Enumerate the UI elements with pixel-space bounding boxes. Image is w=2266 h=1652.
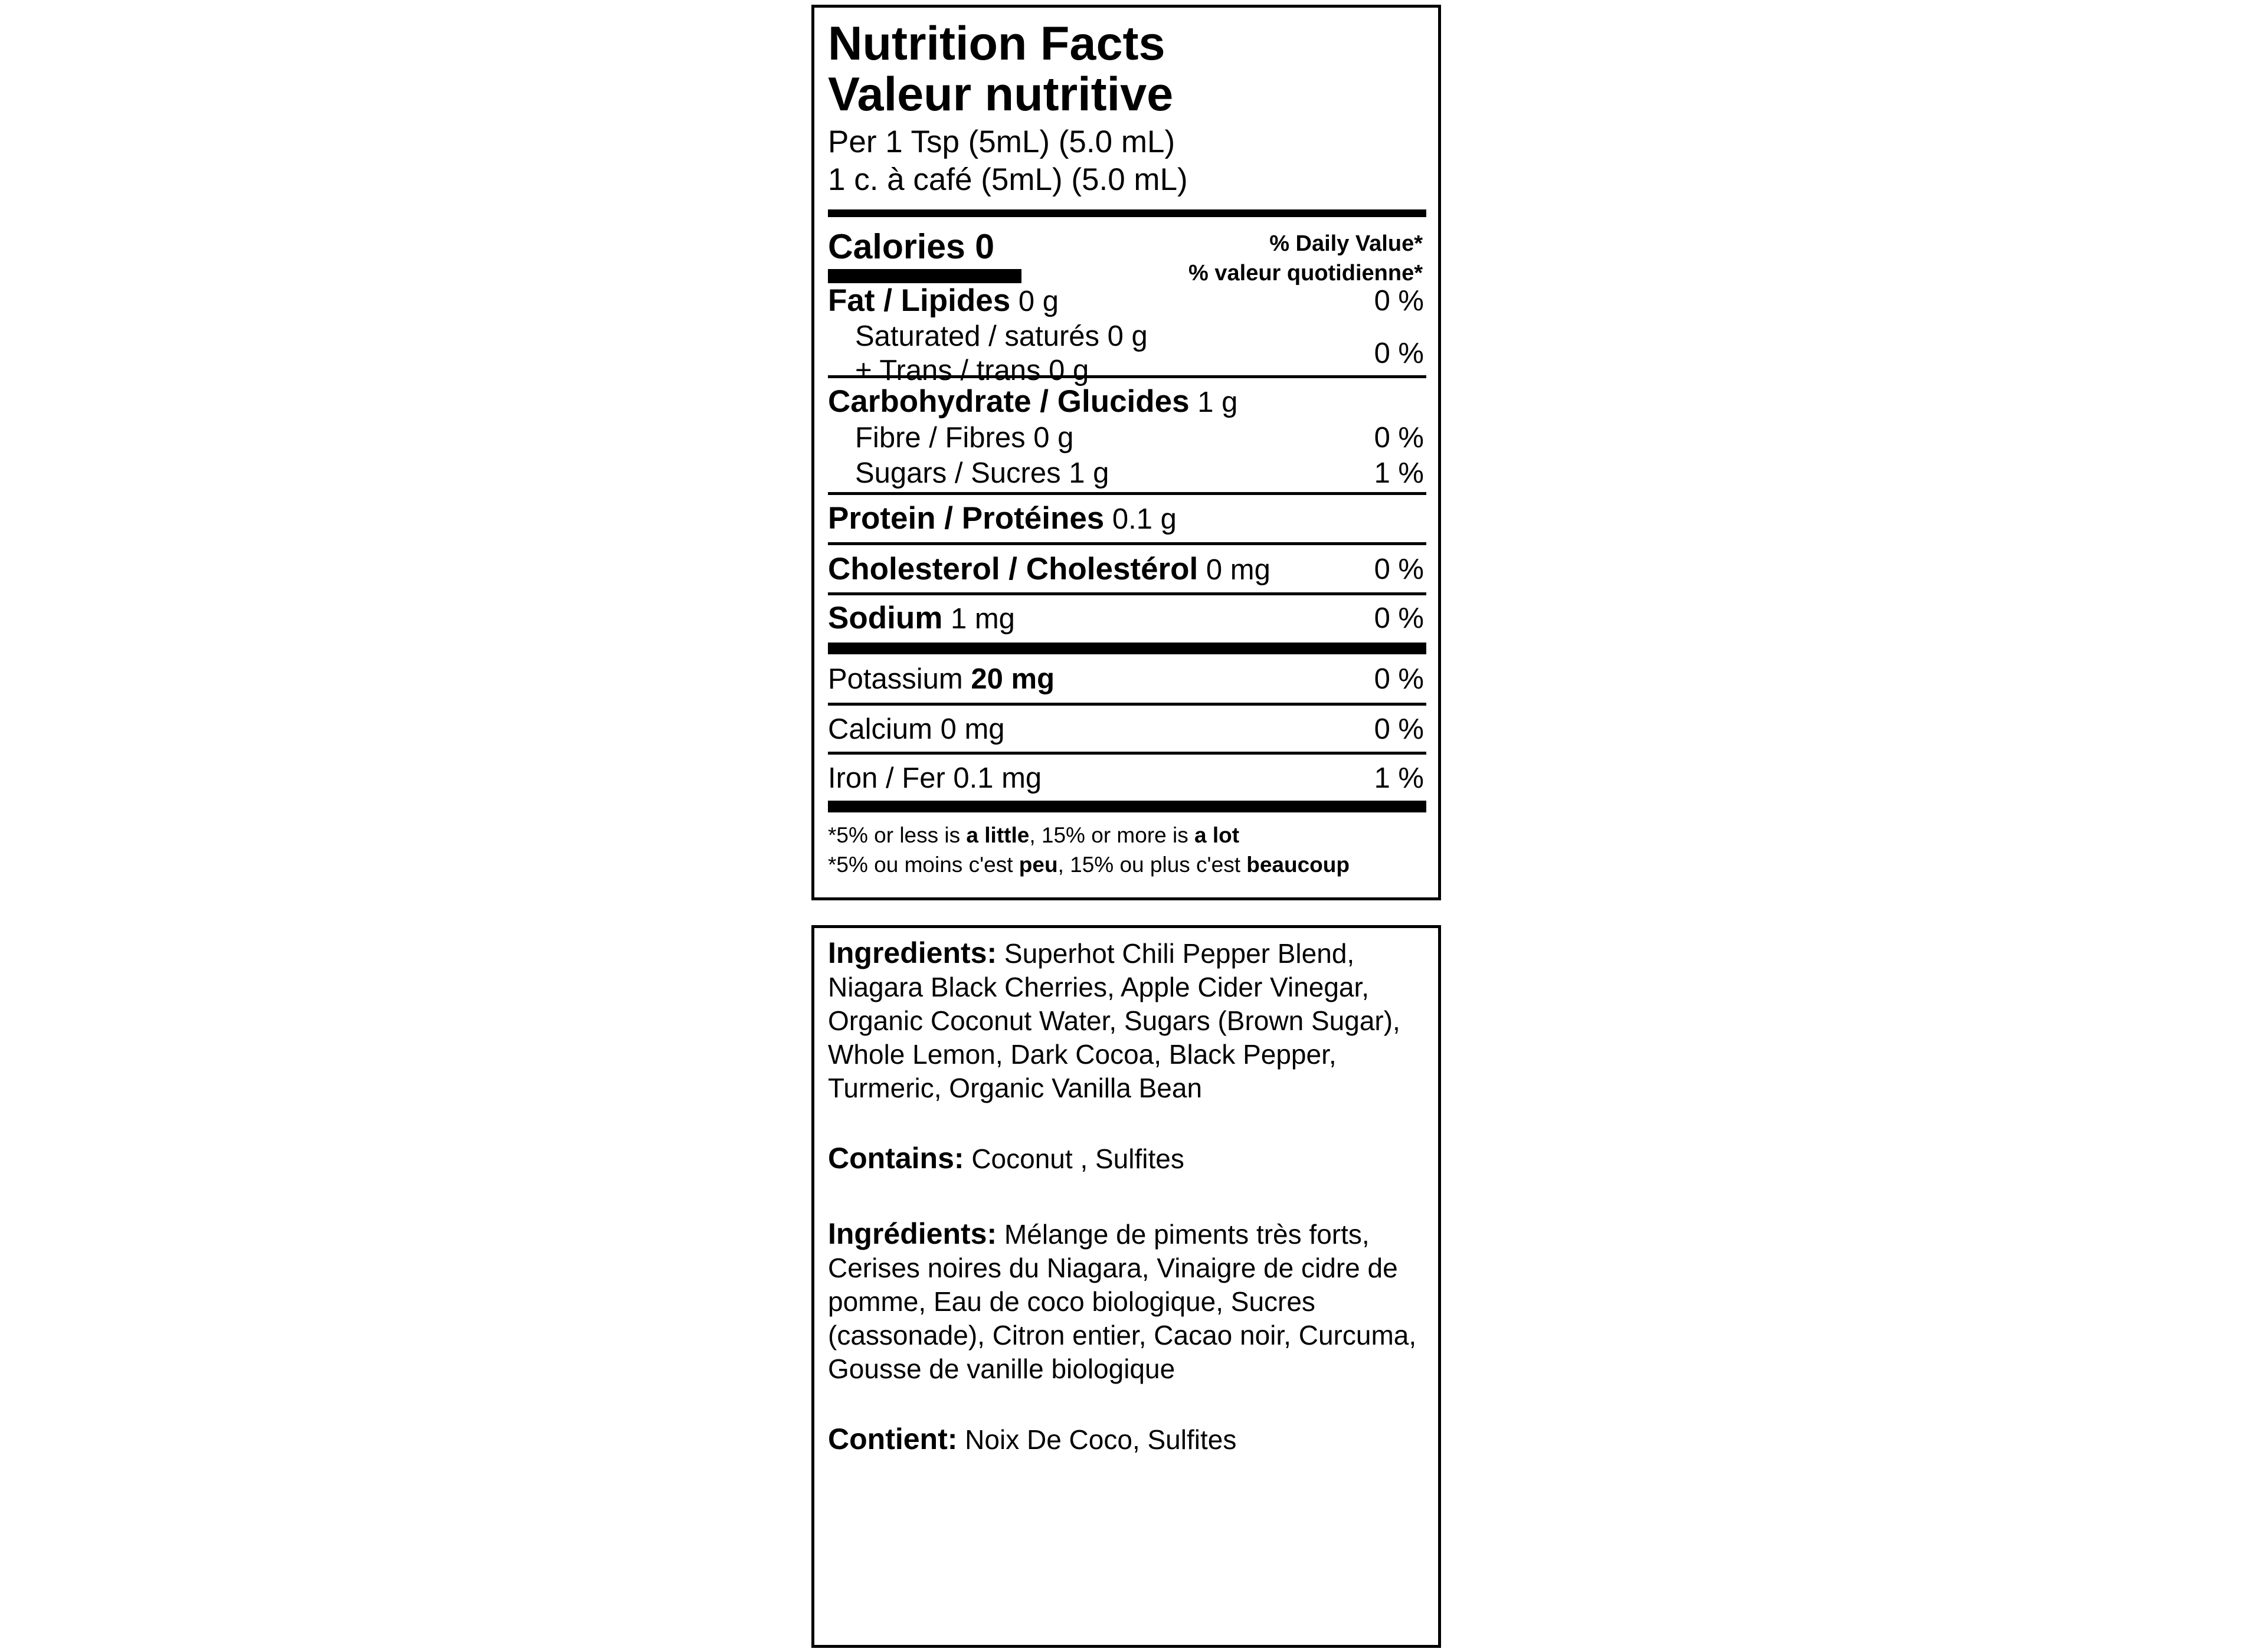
- footnote-english-little: a little: [966, 823, 1030, 847]
- cholesterol-label: Cholesterol / Cholestérol: [828, 552, 1199, 586]
- fat-label: Fat / Lipides: [828, 283, 1011, 318]
- saturated-trans-row: [828, 319, 1426, 388]
- contains-english: [828, 1142, 1426, 1176]
- iron-label: Iron / Fer 0.1 mg: [828, 762, 1042, 794]
- sodium-percent: 0 %: [1374, 602, 1424, 634]
- sodium-row: [828, 595, 1426, 643]
- potassium-amount: 20 mg: [971, 663, 1055, 695]
- footnote: [828, 812, 1426, 880]
- sodium-label: Sodium: [828, 601, 943, 635]
- contains-english-text: Coconut , Sulfites: [964, 1143, 1184, 1174]
- iron-row: [828, 755, 1426, 801]
- calcium-percent: 0 %: [1374, 713, 1424, 745]
- potassium-label-group: [828, 654, 1055, 704]
- ingredients-english: [828, 936, 1426, 1105]
- footnote-english: [828, 821, 1426, 850]
- fat-amount: 0 g: [1018, 286, 1059, 317]
- sodium-amount: 1 mg: [950, 603, 1015, 635]
- ingredients-french: [828, 1217, 1426, 1386]
- calories-block: [828, 217, 1426, 286]
- serving-size-english: Per 1 Tsp (5mL) (5.0 mL): [828, 124, 1175, 159]
- fibre-percent: 0 %: [1374, 422, 1424, 454]
- protein-label-group: [828, 495, 1177, 543]
- calories-label: Calories 0: [828, 227, 995, 266]
- divider-heavy: [828, 801, 1426, 812]
- footnote-french-beaucoup: beaucoup: [1246, 853, 1350, 877]
- sugars-label: Sugars / Sucres 1 g: [855, 457, 1109, 489]
- contains-french: [828, 1422, 1426, 1457]
- ingredients-french-text: Mélange de piments très forts, Cerises noires du Niagara, Vinaigre de cidre de pomme, Eau de coco biologique, Sucres (cassonade), Citron entier, Cacao noir, Curcuma, Gousse de vanille biologique: [828, 1219, 1417, 1384]
- calcium-label: Calcium 0 mg: [828, 713, 1005, 745]
- sugars-row: [828, 455, 1426, 491]
- serving-size-french: 1 c. à café (5mL) (5.0 mL): [828, 162, 1188, 197]
- ingredients-english-text: Superhot Chili Pepper Blend, Niagara Black Cherries, Apple Cider Vinegar, Organic Coconut Water, Sugars (Brown Sugar), Whole Lemon, Dark Cocoa, Black Pepper, Turmeric, Organic Vanilla Bean: [828, 938, 1400, 1103]
- fat-block: [828, 283, 1426, 386]
- daily-value-header: [1188, 229, 1423, 288]
- fat-percent: 0 %: [1374, 285, 1424, 317]
- potassium-label: Potassium: [828, 663, 963, 695]
- divider-heavy: [828, 643, 1426, 654]
- protein-amount: 0.1 g: [1112, 503, 1177, 535]
- iron-percent: 1 %: [1374, 762, 1424, 794]
- ingredients-english-heading: Ingredients:: [828, 936, 997, 969]
- carbohydrate-block: [828, 378, 1426, 492]
- daily-value-english: % Daily Value*: [1269, 231, 1423, 256]
- footnote-french: [828, 850, 1426, 880]
- saturated-trans-percent: 0 %: [1374, 337, 1424, 369]
- footnote-english-lot: a lot: [1194, 823, 1240, 847]
- contains-french-heading: Contient:: [828, 1422, 958, 1456]
- protein-row: [828, 495, 1426, 542]
- fat-label-group: [828, 283, 1059, 319]
- nutrition-facts-panel: [811, 5, 1441, 900]
- calcium-row: [828, 706, 1426, 752]
- fibre-label: Fibre / Fibres 0 g: [855, 422, 1074, 454]
- cholesterol-percent: 0 %: [1374, 553, 1424, 585]
- footnote-french-peu: peu: [1019, 853, 1058, 877]
- calories-bar: [828, 269, 1021, 283]
- footnote-english-mid: , 15% or more is: [1029, 823, 1194, 847]
- fibre-row: [828, 420, 1426, 455]
- footnote-french-mid: , 15% ou plus c'est: [1057, 853, 1247, 877]
- saturated-label: Saturated / saturés 0 g: [855, 320, 1148, 352]
- carbohydrate-row: [828, 384, 1426, 420]
- ingredients-panel: [811, 925, 1441, 1648]
- carbohydrate-amount: 1 g: [1197, 386, 1238, 418]
- footnote-english-text: *5% or less is: [828, 823, 967, 847]
- contains-english-heading: Contains:: [828, 1142, 964, 1175]
- sugars-percent: 1 %: [1374, 457, 1424, 489]
- serving-size: [828, 123, 1426, 199]
- footnote-french-text: *5% ou moins c'est: [828, 853, 1019, 877]
- potassium-row: [828, 654, 1426, 703]
- trans-label: + Trans / trans 0 g: [855, 355, 1089, 386]
- sodium-label-group: [828, 595, 1015, 642]
- potassium-percent: 0 %: [1374, 663, 1424, 695]
- divider: [828, 209, 1426, 217]
- title-french: Valeur nutritive: [828, 68, 1174, 121]
- cholesterol-amount: 0 mg: [1206, 554, 1270, 586]
- cholesterol-label-group: [828, 545, 1270, 594]
- saturated-trans-labels: [828, 319, 1148, 388]
- fat-row: [828, 283, 1426, 319]
- ingredients-french-heading: Ingrédients:: [828, 1217, 997, 1250]
- carbohydrate-label-group: [828, 384, 1237, 420]
- contains-french-text: Noix De Coco, Sulfites: [957, 1424, 1237, 1455]
- protein-label: Protein / Protéines: [828, 501, 1105, 536]
- carbohydrate-label: Carbohydrate / Glucides: [828, 384, 1190, 419]
- daily-value-french: % valeur quotidienne*: [1188, 261, 1423, 286]
- cholesterol-row: [828, 545, 1426, 592]
- title-english: Nutrition Facts: [828, 17, 1165, 70]
